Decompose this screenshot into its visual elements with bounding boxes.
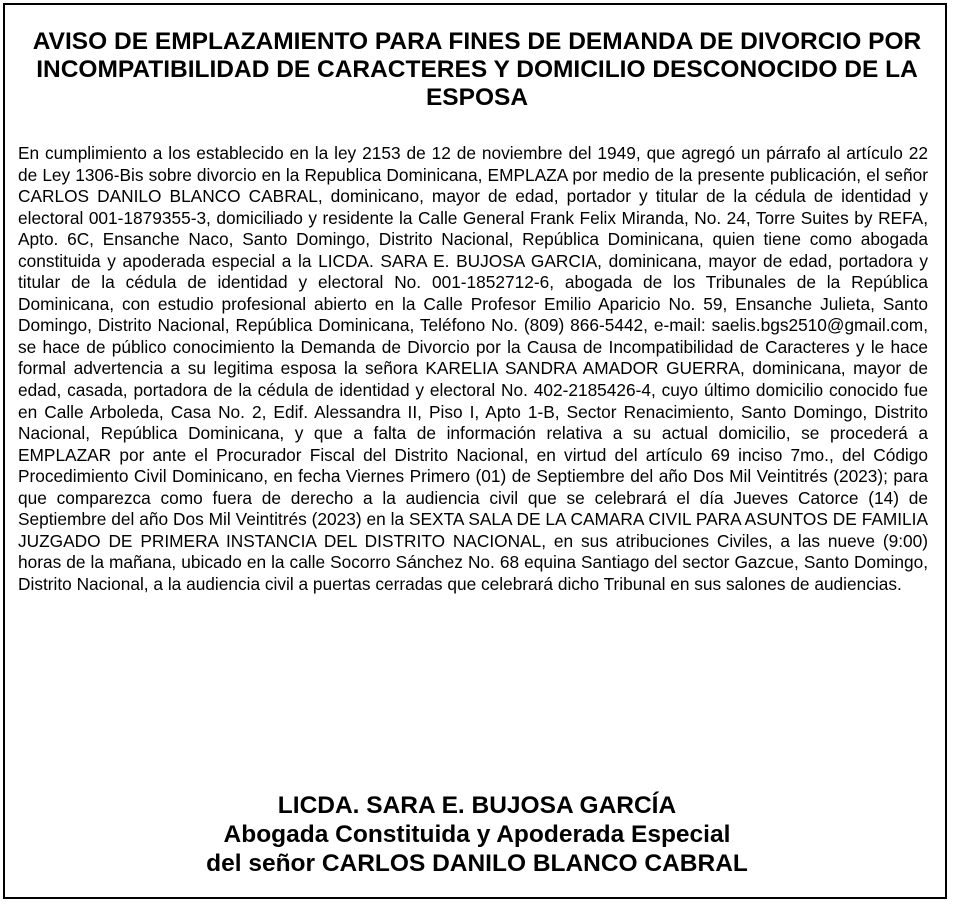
signature-block bbox=[20, 791, 934, 878]
signature-role: Abogada Constituida y Apoderada Especial bbox=[223, 821, 731, 848]
signature-client: del señor CARLOS DANILO BLANCO CABRAL bbox=[206, 850, 748, 877]
notice-body: En cumplimiento a los establecido en la ley 2153 de 12 de noviembre del 1949, que agregó un párrafo al artículo 22 de Ley 1306-Bis sobre divorcio en la Republica Dominicana, EMPLAZA por medio de la presente publicación, el señor CARLOS DANILO BLANCO CABRAL, dominicano, mayor de edad, portador y titular de la cédula de identidad y electoral 001-1879355-3, domiciliado y residente la Calle General Frank Felix Miranda, No. 24, Torre Suites by REFA, Apto. 6C, Ensanche Naco, Santo Domingo, Distrito Nacional, República Dominicana, quien tiene como abogada constituida y apoderada especial a la LICDA. SARA E. BUJOSA GARCIA, dominicana, mayor de edad, portadora y titular de la cédula de identidad y electoral No. 001-1852712-6, abogada de los Tribunales de la República Dominicana, con estudio profesional abierto en la Calle Profesor Emilio Aparicio No. 59, Ensanche Julieta, Santo Domingo, Distrito Nacional, República Dominicana, Teléfono No. (809) 866-5442, e-mail: saelis.bgs2510@gmail.com, se hace de público conocimiento la Demanda de Divorcio por la Causa de Incompatibilidad de Caracteres y le hace formal advertencia a su legitima esposa la señora KARELIA SANDRA AMADOR GUERRA, dominicana, mayor de edad, casada, portadora de la cédula de identidad y electoral No. 402-2185426-4, cuyo último domicilio conocido fue en Calle Arboleda, Casa No. 2, Edif. Alessandra II, Piso I, Apto 1-B, Sector Renacimiento, Santo Domingo, Distrito Nacional, República Dominicana, y que a falta de información relativa a su actual domicilio, se procederá a EMPLAZAR por ante el Procurador Fiscal del Distrito Nacional, en virtud del artículo 69 inciso 7mo., del Código Procedimiento Civil Dominicano, en fecha Viernes Primero (01) de Septiembre del año Dos Mil Veintitrés (2023); para que comparezca como fuera de derecho a la audiencia civil que se celebrará el día Jueves Catorce (14) de Septiembre del año Dos Mil Veintitrés (2023) en la SEXTA SALA DE LA CAMARA CIVIL PARA ASUNTOS DE FAMILIA JUZGADO DE PRIMERA INSTANCIA DEL DISTRITO NACIONAL, en sus atribuciones Civiles, a las nueve (9:00) horas de la mañana, ubicado en la calle Socorro Sánchez No. 68 equina Santiago del sector Gazcue, Santo Domingo, Distrito Nacional, a la audiencia civil a puertas cerradas que celebrará dicho Tribunal en sus salones de audiencias. bbox=[18, 143, 928, 594]
signature-name: LICDA. SARA E. BUJOSA GARCÍA bbox=[277, 792, 677, 819]
notice-title: AVISO DE EMPLAZAMIENTO PARA FINES DE DEMANDA DE DIVORCIO POR INCOMPATIBILIDAD DE CARACTERES Y DOMICILIO DESCONOCIDO DE LA ESPOSA bbox=[32, 28, 922, 111]
